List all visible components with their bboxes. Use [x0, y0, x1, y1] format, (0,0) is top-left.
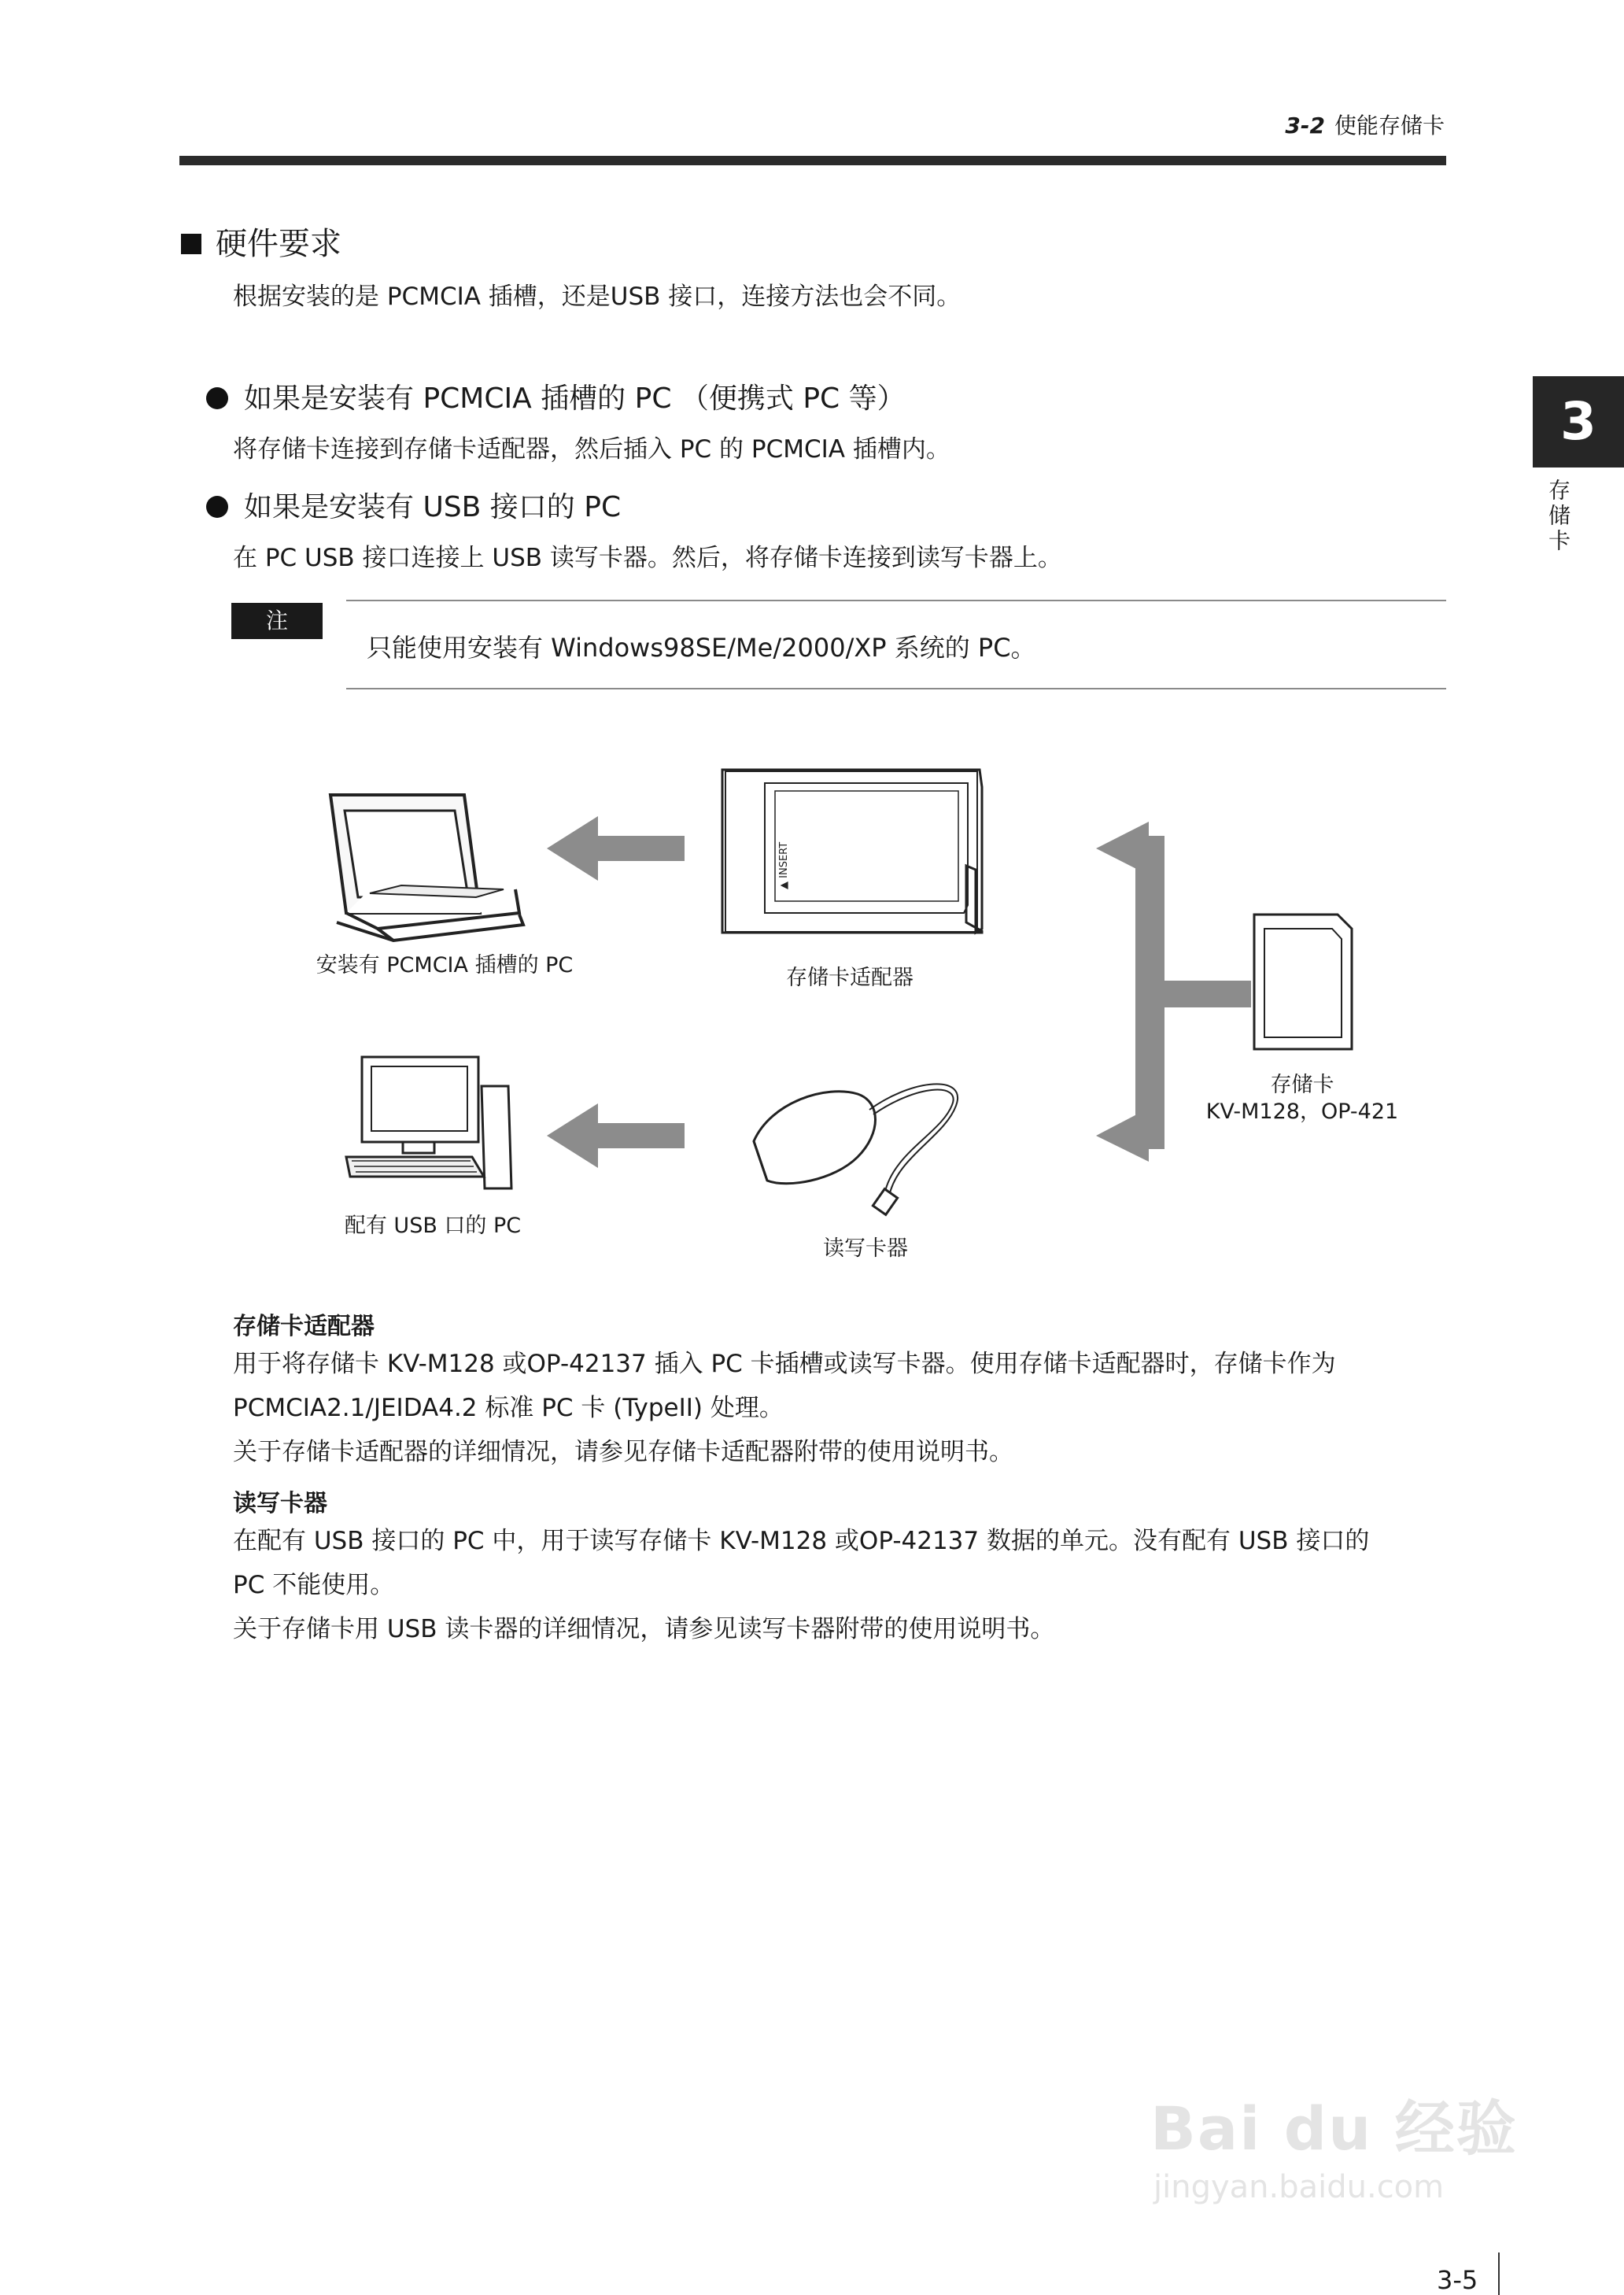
bullet-text-pcmcia: 将存储卡连接到存储卡适配器，然后插入 PC 的 PCMCIA 插槽内。: [233, 435, 950, 464]
body-line: 在配有 USB 接口的 PC 中，用于读写存储卡 KV-M128 或OP-42137 数据的单元。没有配有 USB 接口的: [233, 1527, 1370, 1555]
heading-text: 硬件要求: [216, 226, 341, 262]
arrow-left-bottom: [547, 1103, 685, 1168]
bullet-title: 如果是安装有 USB 接口的 PC: [244, 491, 622, 523]
caption-card-models: KV-M128，OP-421: [1205, 1099, 1399, 1124]
page-number: 3-5: [1437, 2265, 1478, 2295]
caption-card: 存储卡: [1270, 1073, 1334, 1097]
section-title-adapter: 存储卡适配器: [233, 1313, 375, 1340]
section-body-adapter: [233, 1342, 1460, 1474]
body-line: 用于将存储卡 KV-M128 或OP-42137 插入 PC 卡插槽或读写卡器。使用存储卡适配器时，存储卡作为: [233, 1350, 1336, 1378]
body-line: PCMCIA2.1/JEIDA4.2 标准 PC 卡 (TypeII) 处理。: [233, 1394, 784, 1422]
chapter-tab-label: 存储卡: [1545, 479, 1571, 554]
note-tag: 注: [231, 603, 323, 639]
caption-pc-usb: 配有 USB 口的 PC: [344, 1214, 522, 1238]
section-body-reader: [233, 1519, 1460, 1651]
section-number: 3-2: [1285, 113, 1325, 139]
section-title-reader: 读写卡器: [233, 1490, 327, 1517]
desktop-pc-illustration: [346, 1057, 511, 1188]
adapter-insert-label: ▲ INSERT: [778, 841, 790, 889]
chapter-tab-number: 3: [1533, 376, 1624, 468]
note-text: 只能使用安装有 Windows98SE/Me/2000/XP 系统的 PC。: [367, 633, 1036, 663]
laptop-illustration: [330, 795, 523, 941]
bullet-title: 如果是安装有 PCMCIA 插槽的 PC （便携式 PC 等）: [244, 382, 906, 415]
page-number-bar: [1498, 2252, 1500, 2295]
pc-card-adapter-illustration: [722, 770, 982, 933]
arrow-left-top: [547, 816, 685, 881]
caption-reader: 读写卡器: [823, 1236, 908, 1261]
intro-text: 根据安装的是 PCMCIA 插槽，还是USB 接口，连接方法也会不同。: [233, 283, 961, 311]
baidu-watermark-logo: Bai du 经验: [1150, 2094, 1518, 2164]
bullet-text-usb: 在 PC USB 接口连接上 USB 读写卡器。然后，将存储卡连接到读写卡器上。: [233, 544, 1062, 572]
body-line: 关于存储卡适配器的详细情况，请参见存储卡适配器附带的使用说明书。: [233, 1438, 1013, 1466]
body-line: PC 不能使用。: [233, 1571, 395, 1599]
section-title: 使能存储卡: [1334, 113, 1445, 139]
caption-adapter: 存储卡适配器: [786, 966, 914, 990]
memory-card-illustration: [1254, 915, 1352, 1049]
body-line: 关于存储卡用 USB 读卡器的详细情况，请参见读写卡器附带的使用说明书。: [233, 1615, 1055, 1643]
card-reader-illustration: [754, 1084, 958, 1214]
caption-pc-pcmcia: 安装有 PCMCIA 插槽的 PC: [316, 953, 574, 978]
baidu-watermark-url: jingyan.baidu.com: [1153, 2169, 1445, 2205]
